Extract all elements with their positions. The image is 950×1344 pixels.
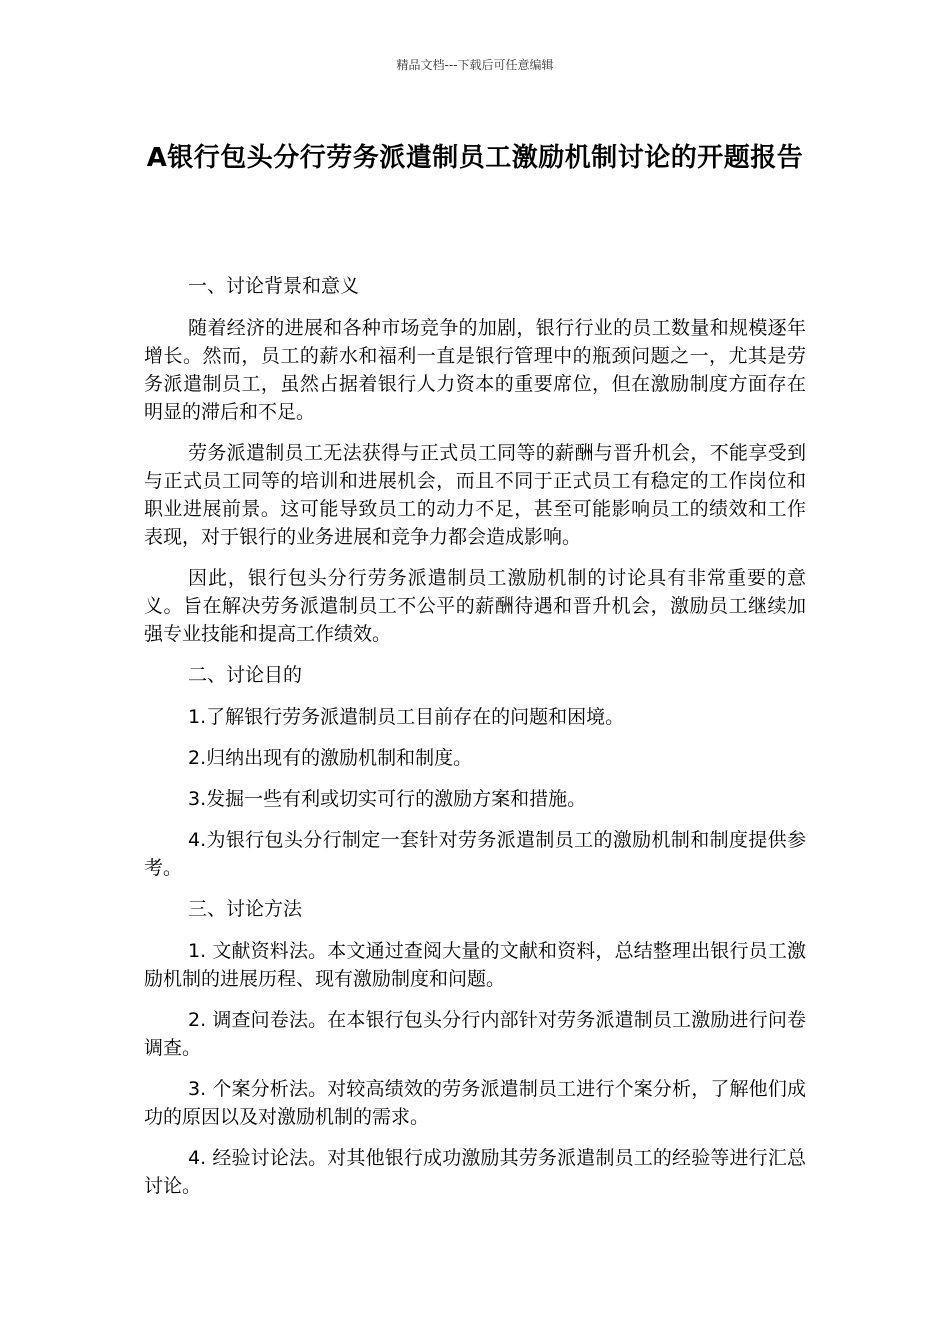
method-item-4: 4. 经验讨论法。对其他银行成功激励其劳务派遣制员工的经验等进行汇总讨论。 (144, 1147, 806, 1197)
purpose-item-3: 3.发掘一些有利或切实可行的激励方案和措施。 (188, 788, 587, 810)
purpose-item-2: 2.归纳出现有的激励机制和制度。 (188, 747, 473, 769)
paragraph-background-1: 随着经济的进展和各种市场竞争的加剧，银行行业的员工数量和规模逐年增长。然而，员工的薪水和福利一直是银行管理中的瓶颈问题之一，尤其是劳务派遣制员工，虽然占据着银行人力资本的重要席位，但在激励制度方面存在明显的滞后和不足。 (144, 317, 806, 423)
method-item-1: 1. 文献资料法。本文通过查阅大量的文献和资料，总结整理出银行员工激励机制的进展历程、现有激励制度和问题。 (144, 940, 806, 990)
document-body (144, 272, 806, 1213)
document-title: A银行包头分行劳务派遣制员工激励机制讨论的开题报告 (146, 143, 804, 173)
section-heading-background: 一、讨论背景和意义 (188, 275, 360, 297)
header-note: 精品文档---下载后可任意编辑 (396, 58, 554, 72)
purpose-item-4: 4.为银行包头分行制定一套针对劳务派遣制员工的激励机制和制度提供参考。 (144, 829, 806, 879)
paragraph-background-2: 劳务派遣制员工无法获得与正式员工同等的薪酬与晋升机会，不能享受到与正式员工同等的培训和进展机会，而且不同于正式员工有稳定的工作岗位和职业进展前景。这可能导致员工的动力不足，甚至可能影响员工的绩效和工作表现，对于银行的业务进展和竞争力都会造成影响。 (144, 442, 806, 548)
purpose-item-1: 1.了解银行劳务派遣制员工目前存在的问题和困境。 (188, 706, 625, 728)
paragraph-background-3: 因此，银行包头分行劳务派遣制员工激励机制的讨论具有非常重要的意义。旨在解决劳务派遣制员工不公平的薪酬待遇和晋升机会，激励员工继续加强专业技能和提高工作绩效。 (144, 567, 806, 645)
section-heading-methods: 三、讨论方法 (188, 898, 303, 920)
method-item-3: 3. 个案分析法。对较高绩效的劳务派遣制员工进行个案分析，了解他们成功的原因以及对激励机制的需求。 (144, 1078, 806, 1128)
method-item-2: 2. 调查问卷法。在本银行包头分行内部针对劳务派遣制员工激励进行问卷调查。 (144, 1009, 806, 1059)
section-heading-purpose: 二、讨论目的 (188, 664, 303, 686)
